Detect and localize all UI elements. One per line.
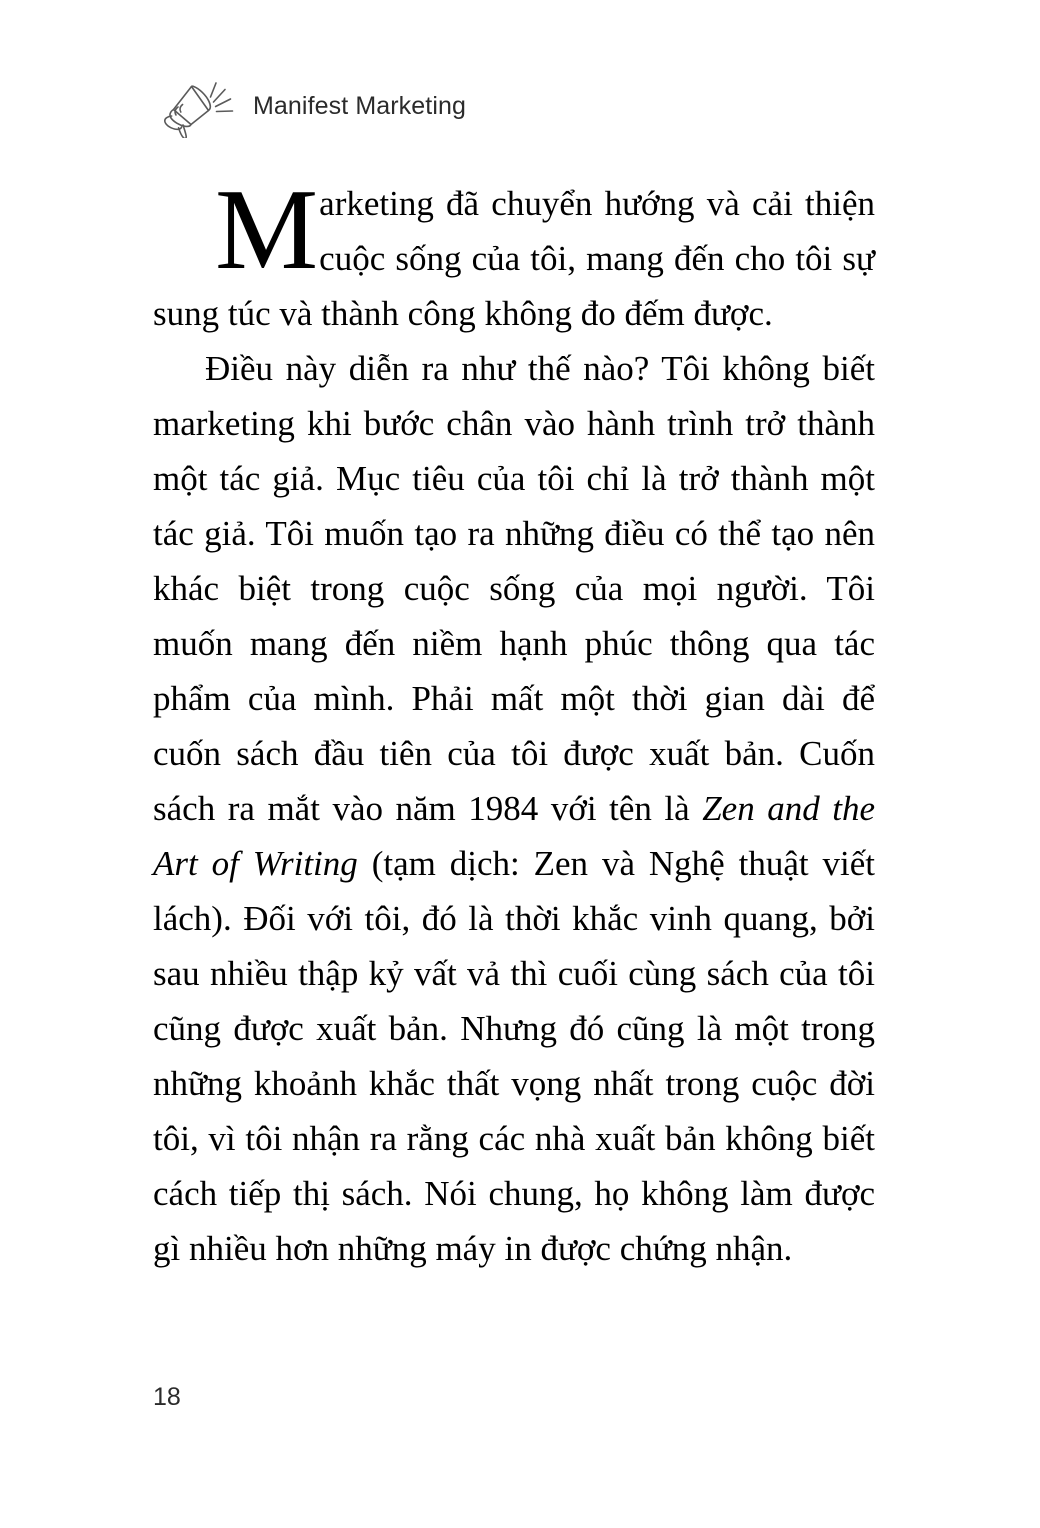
running-header <box>153 76 466 138</box>
paragraph-1-text: arketing đã chuyển hướng và cải thiện cuộc sống của tôi, mang đến cho tôi sự sung túc và thành công không đo đếm được. <box>153 184 875 333</box>
drop-cap: M <box>215 166 319 294</box>
paragraph-1 <box>153 166 875 341</box>
page-number: 18 <box>153 1383 181 1411</box>
paragraph-2-segment-1: Điều này diễn ra như thế nào? Tôi không biết marketing khi bước chân vào hành trình trở thành một tác giả. Mục tiêu của tôi chỉ là trở thành một tác giả. Tôi muốn tạo ra những điều có thể tạo nên khác biệt trong cuộc sống của mọi người. Tôi muốn mang đến niềm hạnh phúc thông qua tác phẩm của mình. Phải mất một thời gian dài để cuốn sách đầu tiên của tôi được xuất bản. Cuốn sách ra mắt vào năm 1984 với tên là <box>153 349 875 828</box>
body-text-block <box>153 166 876 1276</box>
paragraph-2 <box>153 341 875 1276</box>
paragraph-2-segment-2: (tạm dịch: Zen và Nghệ thuật viết lách). Đối với tôi, đó là thời khắc vinh quang, bởi sau nhiều thập kỷ vất vả thì cuối cùng sách của tôi cũng được xuất bản. Nhưng đó cũng là một trong những khoảnh khắc thất vọng nhất trong cuộc đời tôi, vì tôi nhận ra rằng các nhà xuất bản không biết cách tiếp thị sách. Nói chung, họ không làm được gì nhiều hơn những máy in được chứng nhận. <box>153 844 875 1268</box>
book-title-italic: Zen and the Art of Writing <box>153 789 876 883</box>
header-title: Manifest Marketing <box>253 91 466 120</box>
megaphone-icon <box>153 76 239 138</box>
